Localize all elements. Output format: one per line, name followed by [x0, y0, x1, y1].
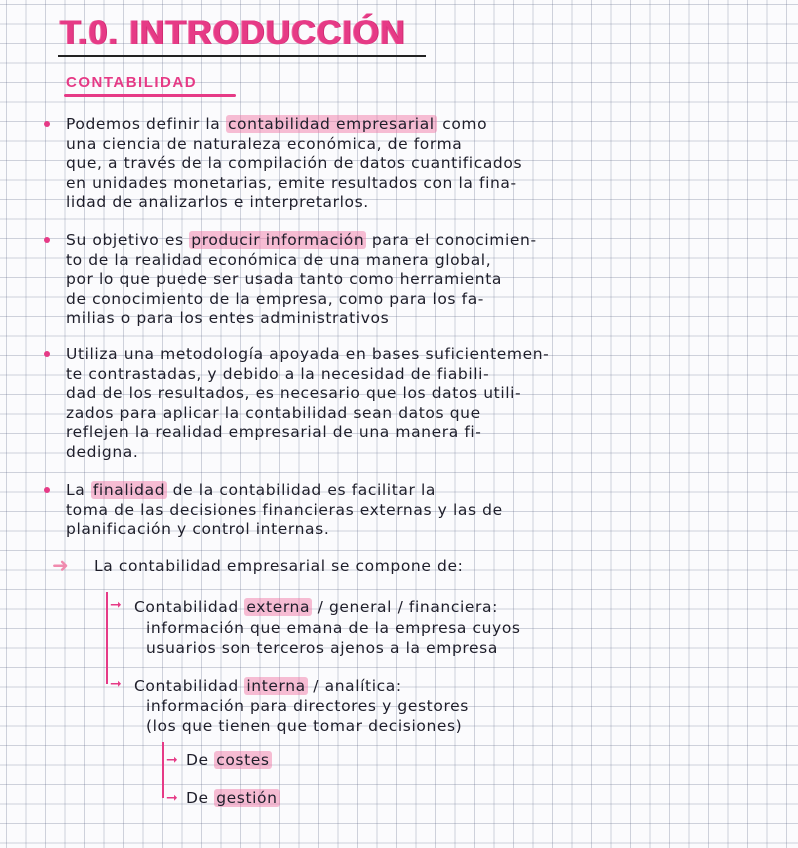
sub-gestion-prefix: De — [186, 789, 215, 807]
text-segment: para el conocimien- — [366, 231, 537, 249]
text-segment: dad de los resultados, es necesario que los datos utili- — [66, 384, 522, 402]
text-segment: lidad de analizarlos e interpretarlos. — [66, 193, 369, 211]
text-line — [66, 115, 766, 135]
branch-interna-prefix: Contabilidad — [134, 677, 245, 695]
text-line — [66, 384, 766, 404]
text-line — [66, 154, 766, 174]
text-segment: planificación y control internas. — [66, 520, 330, 538]
text-segment: reflejen la realidad empresarial de una manera fi- — [66, 423, 482, 441]
components-intro: La contabilidad empresarial se compone de: — [94, 557, 464, 575]
text-segment: como — [436, 115, 488, 133]
text-line — [66, 404, 766, 424]
arrow-hook-icon: ➞ — [110, 676, 122, 692]
text-line — [66, 365, 766, 385]
highlighted-term: producir información — [191, 231, 365, 249]
text-line — [66, 443, 766, 463]
title-underline — [58, 55, 426, 57]
text-line — [66, 345, 766, 365]
text-segment: Podemos definir la — [66, 115, 226, 133]
sub-costes — [186, 750, 272, 770]
tree-connector — [106, 592, 108, 684]
highlighted-term: finalidad — [92, 481, 166, 499]
bullet-definition — [66, 115, 766, 213]
text-segment: te contrastadas, y debido a la necesidad de fiabili- — [66, 364, 490, 383]
text-segment: por lo que puede ser usada tanto como herramienta — [66, 270, 503, 288]
text-line — [66, 501, 766, 521]
text-segment: toma de las decisiones financieras externas y las de — [66, 500, 503, 519]
text-line — [66, 193, 766, 213]
text-segment: una ciencia de naturaleza económica, de forma — [66, 134, 463, 153]
text-line — [66, 520, 766, 540]
branch-interna-desc-1: información para directores y gestores — [146, 697, 469, 715]
text-line — [66, 174, 766, 194]
arrow-hook-icon: ➞ — [166, 790, 178, 806]
text-line — [66, 270, 766, 290]
text-segment: de la contabilidad es facilitar la — [167, 481, 436, 499]
highlighted-term: contabilidad empresarial — [227, 115, 435, 133]
sub-gestion — [186, 788, 280, 808]
bullet-dot — [44, 121, 50, 127]
text-line — [66, 290, 766, 310]
tree-connector — [162, 742, 164, 798]
text-segment: milias o para los entes administrativos — [66, 309, 390, 327]
bullet-dot — [44, 351, 50, 357]
text-line — [66, 423, 766, 443]
text-line — [66, 231, 766, 251]
sub-costes-prefix: De — [186, 751, 215, 769]
text-line — [66, 309, 766, 329]
text-line — [66, 481, 766, 501]
page-title: T.0. INTRODUCCIÓN — [60, 14, 406, 52]
branch-externa-suffix: / general / financiera: — [312, 598, 498, 616]
text-line — [66, 251, 766, 271]
text-segment: to de la realidad económica de una manera global, — [66, 250, 492, 269]
bullet-dot — [44, 487, 50, 493]
bullet-methodology — [66, 345, 766, 462]
bullet-objective — [66, 231, 766, 329]
branch-interna-desc-2: (los que tienen que tomar decisiones) — [146, 717, 463, 735]
branch-externa-prefix: Contabilidad — [134, 598, 245, 616]
subtitle-underline — [64, 94, 236, 97]
text-segment: La — [66, 481, 91, 499]
sub-costes-highlight: costes — [216, 751, 270, 769]
branch-interna-suffix: / analítica: — [307, 677, 402, 695]
sub-gestion-highlight: gestión — [216, 789, 278, 807]
bullet-purpose — [66, 481, 766, 540]
branch-externa-highlight: externa — [246, 598, 311, 616]
branch-interna-highlight: interna — [246, 677, 306, 695]
text-segment: que, a través de la compilación de datos cuantificados — [66, 154, 523, 172]
text-segment: zados para aplicar la contabilidad sean datos que — [66, 403, 481, 422]
arrow-hook-icon: ➞ — [110, 597, 122, 613]
text-line — [66, 135, 766, 155]
arrow-hook-icon: ➞ — [166, 752, 178, 768]
branch-interna — [134, 676, 402, 696]
text-segment: de conocimiento de la empresa, como para los fa- — [66, 289, 484, 308]
branch-externa — [134, 597, 498, 617]
branch-externa-desc-1: información que emana de la empresa cuyos — [146, 619, 521, 637]
text-segment: Utiliza una metodología apoyada en bases suficientemen- — [66, 345, 550, 363]
branch-externa-desc-2: usuarios son terceros ajenos a la empresa — [146, 639, 498, 657]
text-segment: dedigna. — [66, 442, 139, 461]
section-subtitle: CONTABILIDAD — [66, 74, 198, 91]
text-segment: Su objetivo es — [66, 231, 190, 249]
bullet-dot — [44, 237, 50, 243]
text-segment: en unidades monetarias, emite resultados con la fina- — [66, 173, 517, 192]
arrow-right-icon: ➜ — [52, 553, 69, 577]
